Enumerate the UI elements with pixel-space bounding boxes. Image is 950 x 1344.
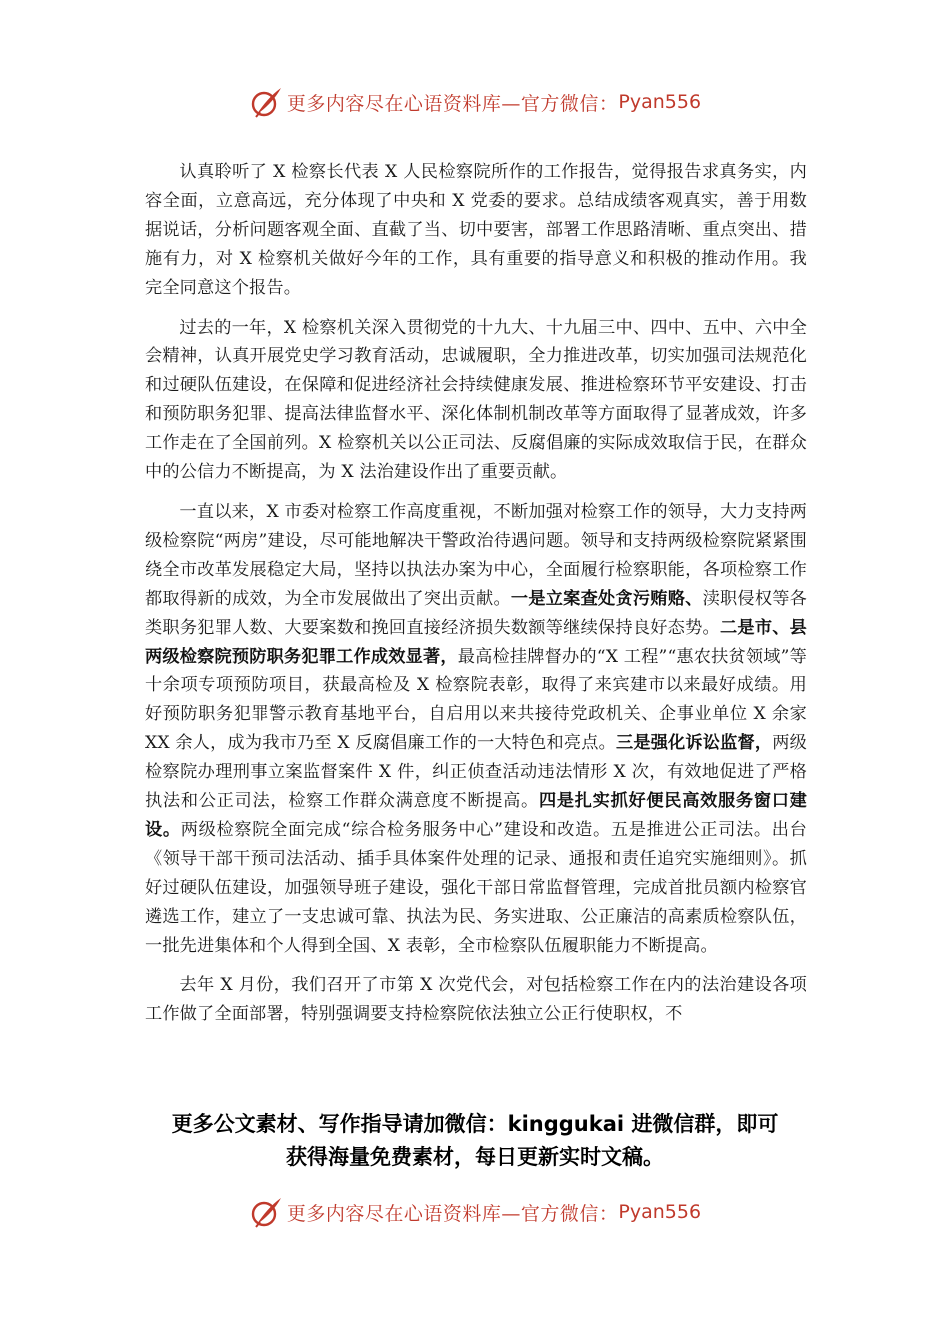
promo-line-1: 更多公文素材、写作指导请加微信：kinggukai 进微信群，即可 xyxy=(171,1112,779,1136)
banner-wechat-id: Pyan556 xyxy=(618,91,702,113)
text-run: 两级检察院办理刑事立案监督案件 X 件，纠正侦查活动违法情形 X 次，有效地促进了严格执法和公正司法，检察工作群众满意度不断提高。 xyxy=(145,733,807,812)
text-run: 认真聆听了 X 检察长代表 X 人民检察院所作的工作报告，觉得报告求真务实，内容全面，立意高远，充分体现了中央和 X 党委的要求。总结成绩客观真实，善于用数据说话，分析问题客观全面、直截了当、切中要害，部署工作思路清晰、重点突出、措施有力，对 X 检察机关做好今年的工作，具有重要的指导意义和积极的推动作用。我完全同意这个报告。 xyxy=(145,162,807,298)
banner-wechat-id: Pyan556 xyxy=(618,1201,702,1223)
paragraph-2 xyxy=(145,314,807,487)
text-run: 一直以来，X 市委对检察工作高度重视，不断加强对检察工作的领导，大力支持两级检察院“两房”建设，尽可能地解决干警政治待遇问题。领导和支持两级检察院紧紧围绕全市改革发展稳定大局，坚持以执法办案为中心，全面履行检察职能，各项检察工作都取得新的成效，为全市发展做出了突出贡献。 xyxy=(145,501,807,609)
paragraph-1 xyxy=(145,158,807,303)
text-run: 过去的一年，X 检察机关深入贯彻党的十九大、十九届三中、四中、五中、六中全会精神，认真开展党史学习教育活动，忠诚履职，全力推进改革，切实加强司法规范化和过硬队伍建设，在保障和促进经济社会持续健康发展、推进检察环节平安建设、打击和预防职务犯罪、提高法律监督水平、深化体制机制改革等方面取得了显著成效，许多工作走在了全国前列。X 检察机关以公正司法、反腐倡廉的实际成效取信于民，在群众中的公信力不断提高，为 X 法治建设作出了重要贡献。 xyxy=(145,317,807,483)
bold-run: 二是市、县两级检察院预防职务犯罪工作成效显著， xyxy=(145,617,807,667)
banner-text: 更多内容尽在心语资料库—官方微信： xyxy=(286,1202,619,1225)
paragraph-4 xyxy=(145,971,807,1029)
bold-run: 四是扎实抓好便民高效服务窗口建设。 xyxy=(145,791,807,840)
bold-run: 三是强化诉讼监督， xyxy=(615,733,773,754)
document-body xyxy=(145,158,807,1040)
banner-text: 更多内容尽在心语资料库—官方微信： xyxy=(286,92,619,115)
text-run: 渎职侵权等各类职务犯罪人数、大要案数和挽回直接经济损失数额等继续保持良好态势。 xyxy=(145,588,807,638)
quill-logo-icon xyxy=(249,85,283,119)
footer-banner xyxy=(0,1192,950,1232)
header-banner xyxy=(0,82,950,122)
promo-line-2: 获得海量免费素材，每日更新实时文稿。 xyxy=(286,1145,664,1169)
quill-logo-icon xyxy=(249,1195,283,1229)
text-run: 两级检察院全面完成“综合检务服务中心”建设和改造。五是推进公正司法。出台《领导干部干预司法活动、插手具体案件处理的记录、通报和责任追究实施细则》。抓好过硬队伍建设，加强领导班子建设，强化干部日常监督管理，完成首批员额内检察官遴选工作，建立了一支忠诚可靠、执法为民、务实进取、公正廉洁的高素质检察队伍，一批先进集体和个人得到全国、X 表彰，全市检察队伍履职能力不断提高。 xyxy=(145,819,807,956)
promo-notice xyxy=(110,1108,840,1174)
text-run: 最高检挂牌督办的“X 工程”“惠农扶贫领域”等十余项专项预防项目，获最高检及 X 检察院表彰，取得了来宾建市以来最好成绩。用好预防职务犯罪警示教育基地平台，自启用以来共接待党政机关、企事业单位 X 余家 XX 余人，成为我市乃至 X 反腐倡廉工作的一大特色和亮点。 xyxy=(145,646,807,754)
paragraph-3 xyxy=(145,498,807,961)
text-run: 去年 X 月份，我们召开了市第 X 次党代会，对包括检察工作在内的法治建设各项工作做了全面部署，特别强调要支持检察院依法独立公正行使职权，不 xyxy=(145,975,807,1025)
bold-run: 一是立案查处贪污贿赂、 xyxy=(510,588,703,609)
